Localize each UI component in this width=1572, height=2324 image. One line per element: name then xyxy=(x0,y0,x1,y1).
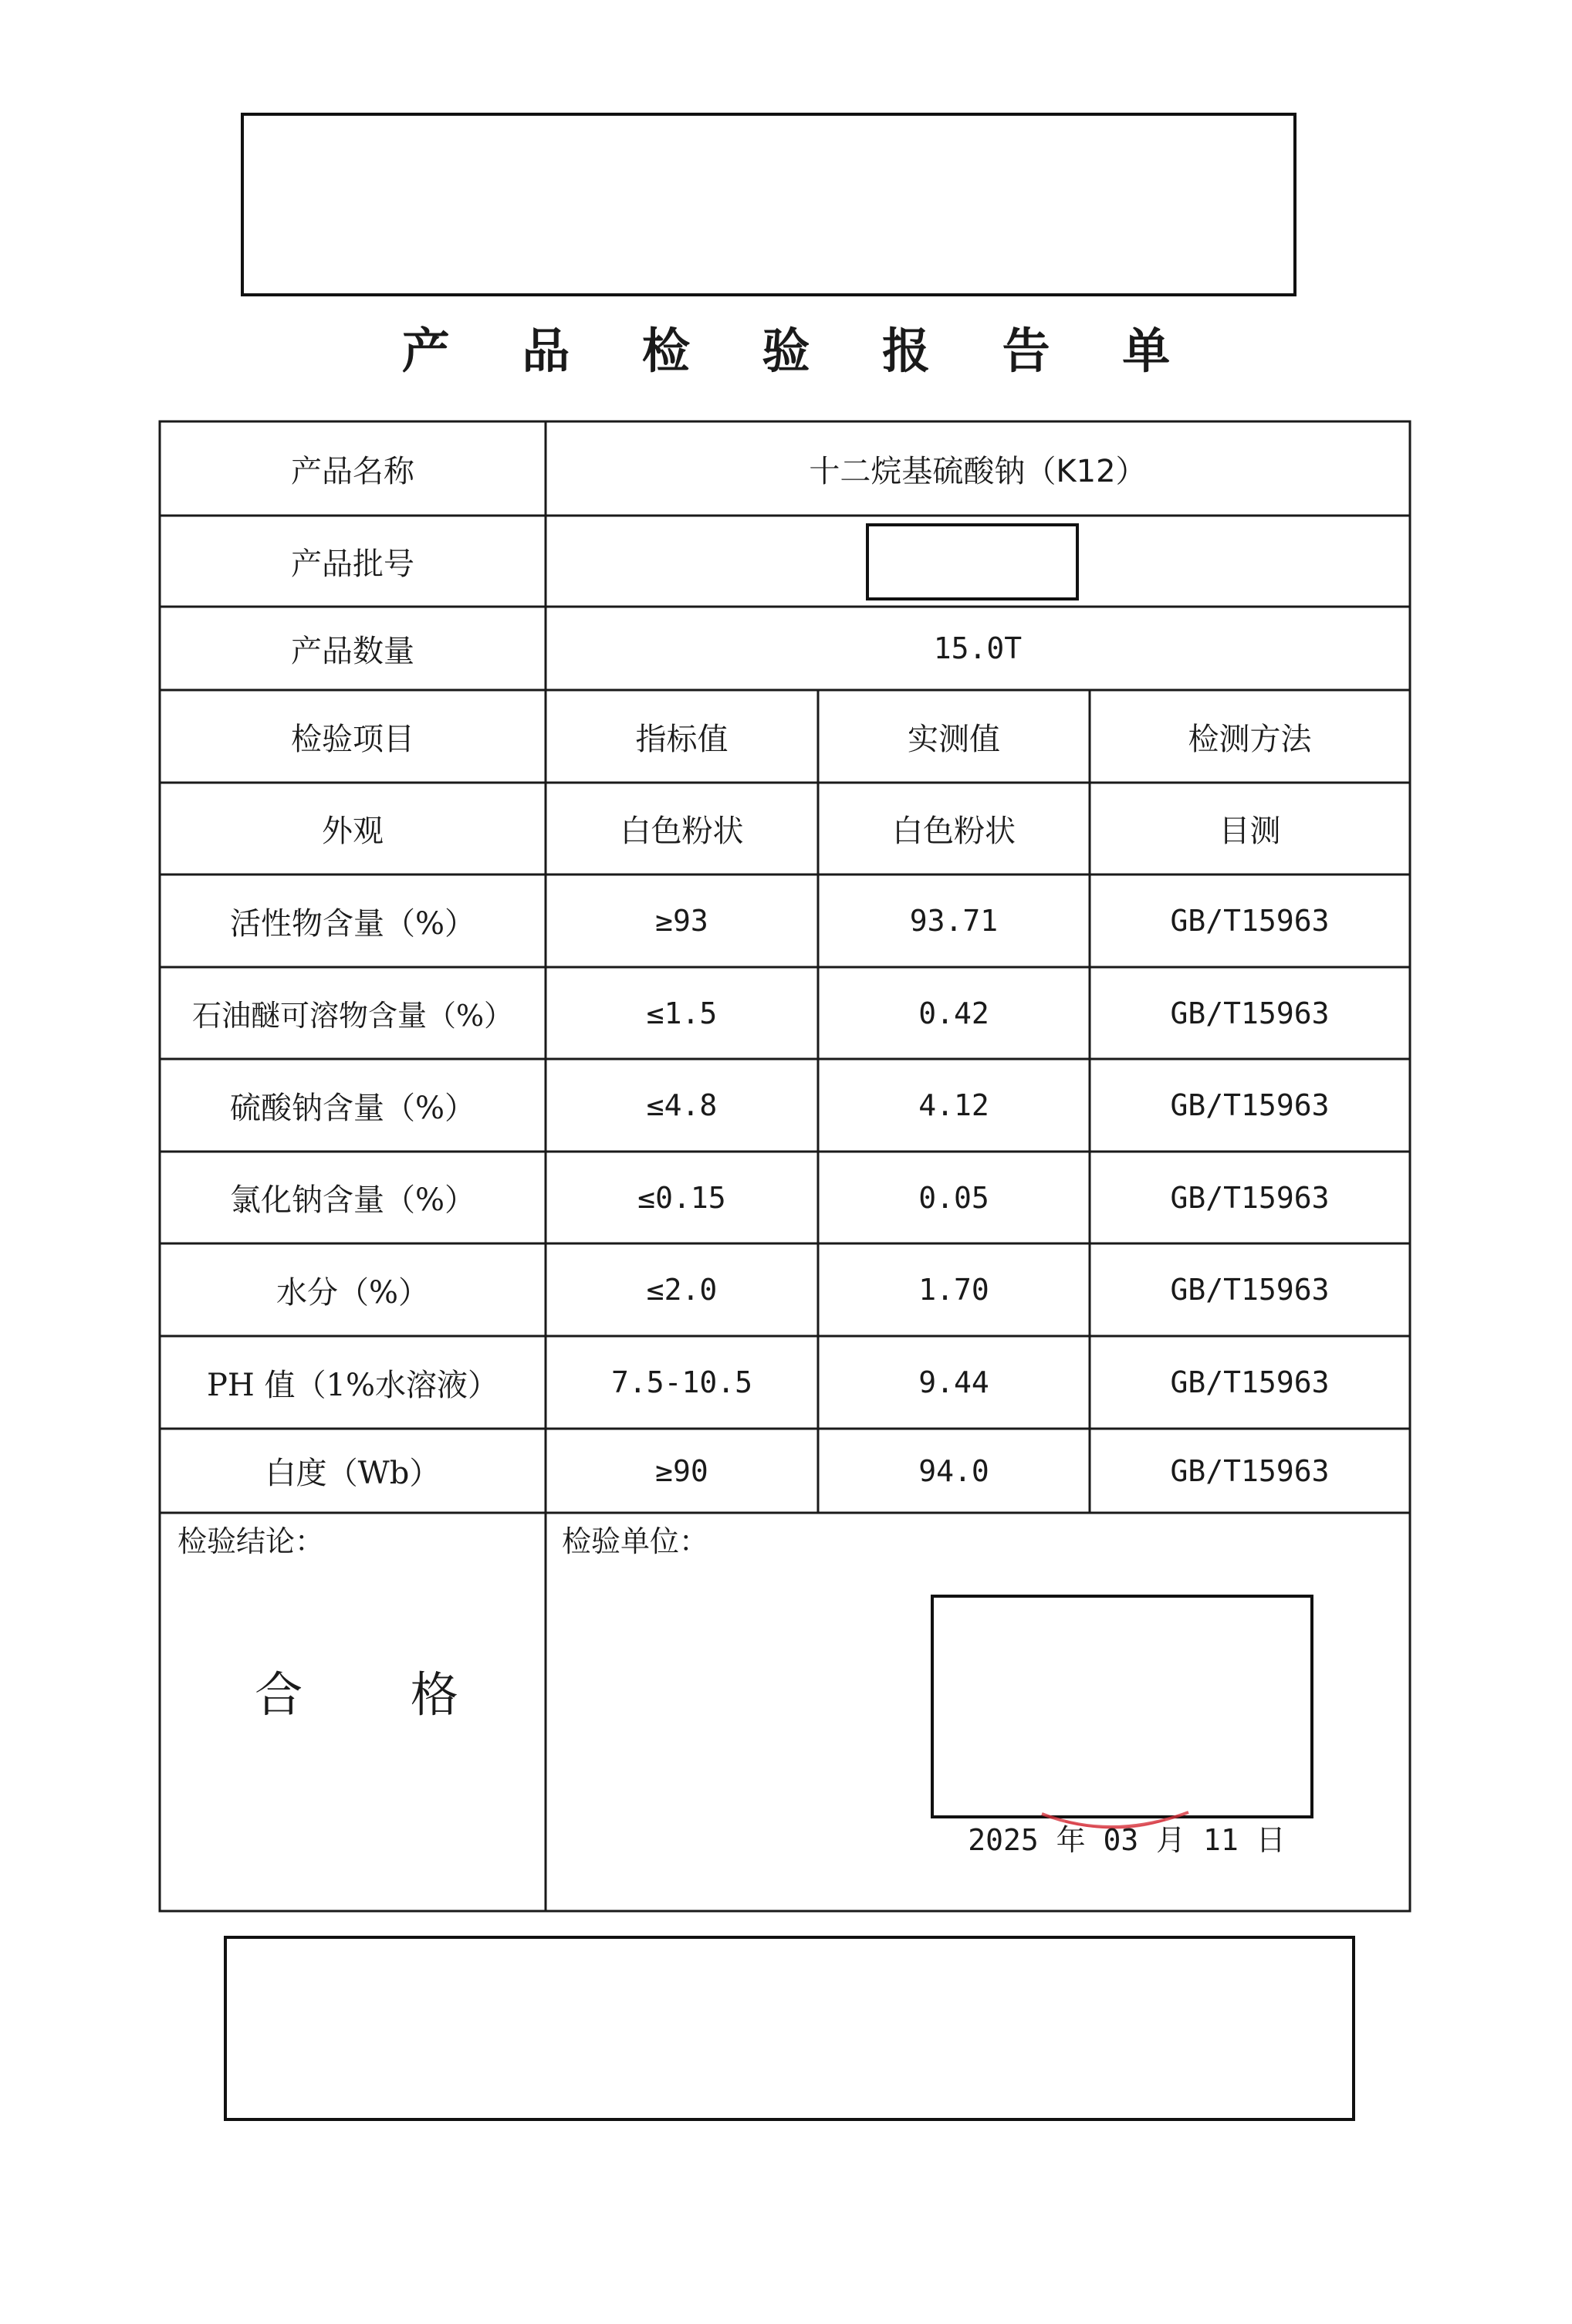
table-row-method: GB/T15963 xyxy=(1170,996,1330,1030)
table-row-item: 水分（%） xyxy=(276,1274,429,1311)
table-row-spec: ≥93 xyxy=(655,904,708,938)
column-header-method: 检测方法 xyxy=(1188,721,1312,757)
inspection-unit-label: 检验单位： xyxy=(562,1524,709,1558)
table-row-item: 石油醚可溶物含量（%） xyxy=(191,999,514,1033)
table-row-measured: 4.12 xyxy=(918,1088,989,1122)
conclusion-label: 检验结论： xyxy=(177,1524,325,1558)
table-row-item: 氯化钠含量（%） xyxy=(229,1182,475,1218)
product-name-value: 十二烷基硫酸钠（K12） xyxy=(809,453,1147,489)
table-row-spec: ≤4.8 xyxy=(646,1088,718,1122)
product-name-label: 产品名称 xyxy=(291,453,414,489)
table-row-item: 活性物含量（%） xyxy=(229,905,475,942)
table-row-spec: ≤0.15 xyxy=(637,1180,726,1215)
report-date: 2025 年 03 月 11 日 xyxy=(968,1822,1286,1857)
table-row-spec: 白色粉状 xyxy=(620,814,744,849)
redacted-footer xyxy=(224,1936,1355,2121)
table-row-method: GB/T15963 xyxy=(1170,1365,1330,1399)
table-row-item: 硫酸钠含量（%） xyxy=(229,1090,475,1126)
table-row-method: GB/T15963 xyxy=(1170,1273,1330,1307)
table-row-method: GB/T15963 xyxy=(1170,1453,1330,1488)
quantity-label: 产品数量 xyxy=(291,633,414,669)
table-row-measured: 白色粉状 xyxy=(892,814,1016,849)
report-title: 产 品 检 验 报 告 单 xyxy=(401,323,1198,379)
table-row-item: 外观 xyxy=(322,814,384,849)
table-row-method: 目测 xyxy=(1219,814,1281,849)
table-row-measured: 93.71 xyxy=(909,904,999,938)
table-row-spec: ≤1.5 xyxy=(646,996,718,1030)
table-row-measured: 9.44 xyxy=(918,1365,989,1399)
redacted-batch-number xyxy=(866,523,1079,600)
table-row-item: 白度（Wb） xyxy=(265,1456,441,1491)
table-row-measured: 0.42 xyxy=(918,996,989,1030)
quantity-value: 15.0T xyxy=(933,631,1023,665)
table-row-method: GB/T15963 xyxy=(1170,1180,1330,1215)
conclusion-verdict: 合 格 xyxy=(255,1666,505,1723)
table-row-spec: 7.5-10.5 xyxy=(610,1365,753,1399)
batch-label: 产品批号 xyxy=(291,546,414,582)
column-header-spec: 指标值 xyxy=(635,721,729,757)
column-header-measured: 实测值 xyxy=(908,721,1000,757)
table-row-method: GB/T15963 xyxy=(1170,904,1330,938)
table-row-method: GB/T15963 xyxy=(1170,1088,1330,1122)
column-header-item: 检验项目 xyxy=(291,721,414,757)
table-row-measured: 1.70 xyxy=(918,1273,989,1307)
table-row-spec: ≤2.0 xyxy=(646,1273,718,1307)
table-row-item: PH 值（1%水溶液） xyxy=(207,1367,499,1403)
redacted-inspection-unit-stamp xyxy=(931,1595,1313,1818)
table-row-measured: 0.05 xyxy=(918,1180,989,1215)
table-row-measured: 94.0 xyxy=(918,1453,989,1488)
table-row-spec: ≥90 xyxy=(655,1453,708,1488)
